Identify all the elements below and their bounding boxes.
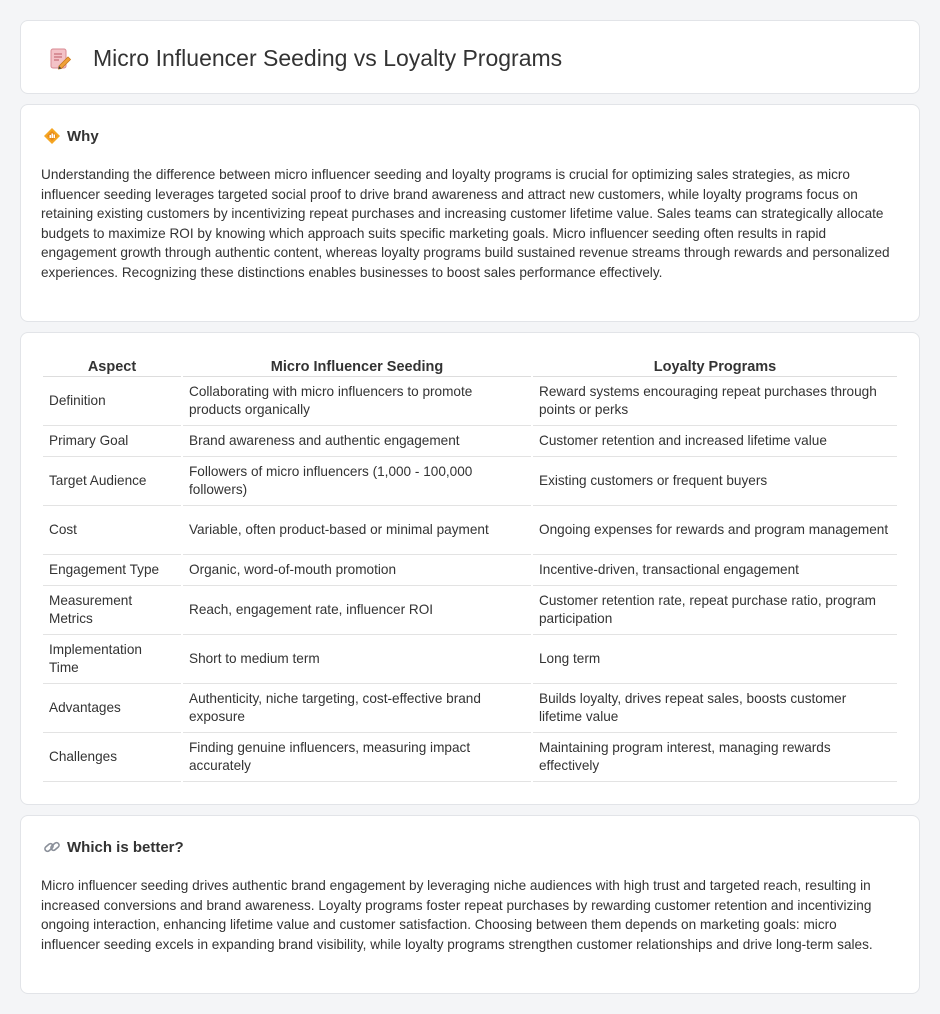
table-row [43,586,897,635]
row-loyalty-value: Reward systems encouraging repeat purchases through points or perks [533,377,897,426]
table-row [43,555,897,586]
row-loyalty-value: Existing customers or frequent buyers [533,457,897,506]
table-header-row [43,353,897,377]
row-loyalty-value: Maintaining program interest, managing rewards effectively [533,733,897,782]
row-loyalty-value: Ongoing expenses for rewards and program management [533,506,897,555]
row-micro-value: Variable, often product-based or minimal payment [183,506,531,555]
row-loyalty-value: Long term [533,635,897,684]
which-is-better-section [20,815,920,994]
row-aspect: Challenges [43,733,181,782]
row-aspect: Measurement Metrics [43,586,181,635]
row-aspect: Target Audience [43,457,181,506]
row-micro-value: Organic, word-of-mouth promotion [183,555,531,586]
table-row [43,377,897,426]
table-row [43,684,897,733]
col-header-micro-influencer: Micro Influencer Seeding [183,353,531,377]
table-row [43,457,897,506]
row-micro-value: Finding genuine influencers, measuring impact accurately [183,733,531,782]
page-title: Micro Influencer Seeding vs Loyalty Programs [93,45,563,71]
row-aspect: Advantages [43,684,181,733]
row-micro-value: Reach, engagement rate, influencer ROI [183,586,531,635]
row-loyalty-value: Customer retention and increased lifetime value [533,426,897,457]
which-is-better-title: Which is better? [67,838,184,856]
row-micro-value: Followers of micro influencers (1,000 - 100,000 followers) [183,457,531,506]
row-loyalty-value: Builds loyalty, drives repeat sales, boosts customer lifetime value [533,684,897,733]
header-card [20,20,920,94]
comparison-table [41,353,899,782]
document-pencil-icon [47,46,73,72]
col-header-loyalty: Loyalty Programs [533,353,897,377]
row-micro-value: Short to medium term [183,635,531,684]
table-row [43,426,897,457]
row-micro-value: Collaborating with micro influencers to promote products organically [183,377,531,426]
col-header-aspect: Aspect [43,353,181,377]
why-title: Why [67,127,99,145]
row-loyalty-value: Customer retention rate, repeat purchase ratio, program participation [533,586,897,635]
comparison-table-card [20,332,920,805]
row-aspect: Implementation Time [43,635,181,684]
row-aspect: Definition [43,377,181,426]
which-is-better-body: Micro influencer seeding drives authentic brand engagement by leveraging niche audiences with high trust and targeted reach, resulting in increased conversions and brand awareness. Loyalty programs foster repeat purchases by rewarding customer retention and incentivizing ongoing interaction, enhancing lifetime value and customer satisfaction. Choosing between them depends on marketing goals: micro influencer seeding excels in expanding brand visibility, while loyalty programs strengthen customer relationships and drive long-term sales. [41,878,873,952]
table-row [43,506,897,555]
row-aspect: Primary Goal [43,426,181,457]
link-icon [43,838,61,856]
row-aspect: Cost [43,506,181,555]
why-section [20,104,920,322]
row-loyalty-value: Incentive-driven, transactional engagement [533,555,897,586]
why-body: Understanding the difference between micro influencer seeding and loyalty programs is crucial for optimizing sales strategies, as micro influencer seeding leverages targeted social proof to drive brand awareness and attract new customers, while loyalty programs focus on retaining existing customers by incentivizing repeat purchases and increasing customer lifetime value. Sales teams can strategically allocate budgets to maximize ROI by knowing which approach suits specific marketing goals. Micro influencer seeding often results in rapid engagement growth through authentic content, whereas loyalty programs build sustained revenue streams through rewards and personalized experiences. Recognizing these distinctions enables businesses to boost sales performance effectively. [41,167,890,280]
row-aspect: Engagement Type [43,555,181,586]
row-micro-value: Authenticity, niche targeting, cost-effective brand exposure [183,684,531,733]
row-micro-value: Brand awareness and authentic engagement [183,426,531,457]
table-row [43,635,897,684]
table-row [43,733,897,782]
diamond-signal-icon [43,127,61,145]
